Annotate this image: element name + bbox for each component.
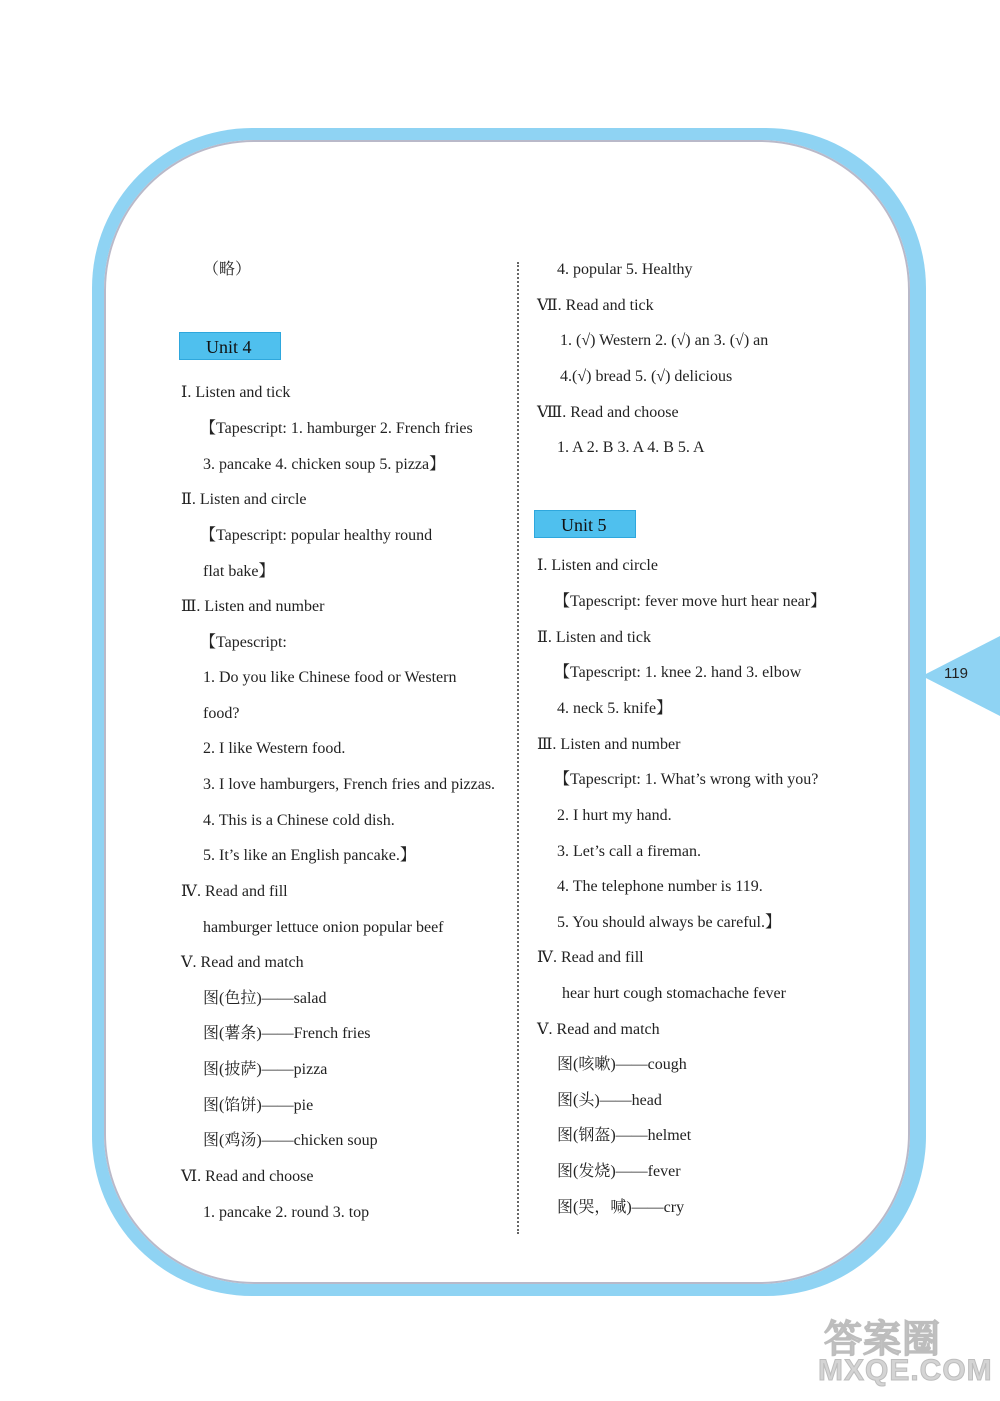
answer-line: 1. A 2. B 3. A 4. B 5. A [557,439,705,456]
answer-line: 【Tapescript: popular healthy round [200,527,433,544]
section-heading: Ⅰ. Listen and circle [537,557,658,574]
section-heading: Ⅱ. Listen and tick [537,629,651,646]
answer-line: 图(钢盔)——helmet [557,1127,692,1144]
answer-line: 图(哭，喊)——cry [557,1199,685,1216]
answer-line: 【Tapescript: 1. hamburger 2. French fries [200,420,473,437]
answer-line: 图(色拉)——salad [203,990,327,1007]
answer-line: 3. Let’s call a fireman. [557,843,701,860]
watermark-text: 答案圈 [824,1317,942,1361]
answer-line: 4. popular 5. Healthy [557,261,693,278]
watermark-url: MXQE.COM [818,1354,993,1387]
answer-line: food? [203,705,240,722]
answer-line: 图(头)——head [557,1092,662,1109]
section-heading: Ⅴ. Read and match [181,954,304,971]
answer-line: 4. This is a Chinese cold dish. [203,812,395,829]
answer-line: 图(咳嗽)——cough [557,1056,687,1073]
answer-line: 4. The telephone number is 119. [557,878,763,895]
section-heading: Ⅰ. Listen and tick [181,384,291,401]
answer-line: hamburger lettuce onion popular beef [203,919,444,936]
answer-line: 2. I hurt my hand. [557,807,672,824]
answer-line: hear hurt cough stomachache fever [562,985,786,1002]
unit4-heading: Unit 4 [179,332,281,360]
answer-line: flat bake】 [203,563,275,580]
answer-line: 1. pancake 2. round 3. top [203,1204,370,1221]
section-heading: Ⅲ. Listen and number [537,736,681,753]
section-heading: Ⅳ. Read and fill [537,949,644,966]
section-heading: Ⅴ. Read and match [537,1021,660,1038]
page-number: 119 [944,665,968,682]
section-heading: Ⅳ. Read and fill [181,883,288,900]
answer-line: 图(薯条)——French fries [203,1025,371,1042]
section-heading: Ⅷ. Read and choose [537,404,679,421]
answer-line: 3. I love hamburgers, French fries and pizzas. [203,776,496,793]
answer-line: 3. pancake 4. chicken soup 5. pizza】 [203,456,446,473]
answer-line: 4. neck 5. knife】 [557,700,673,717]
answer-line: 【Tapescript: 1. What’s wrong with you? [554,771,819,788]
answer-line: 4.(√) bread 5. (√) delicious [560,368,733,385]
unit5-heading: Unit 5 [534,510,636,538]
answer-line: 图(鸡汤)——chicken soup [203,1132,378,1149]
section-heading: Ⅵ. Read and choose [181,1168,314,1185]
section-heading: Ⅶ. Read and tick [537,297,654,314]
omitted-note: （略） [203,261,252,278]
section-heading: Ⅲ. Listen and number [181,598,325,615]
answer-line: 5. It’s like an English pancake.】 [203,847,416,864]
answer-line: 【Tapescript: fever move hurt hear near】 [554,593,827,610]
answer-line: 【Tapescript: [200,634,287,651]
answer-line: 1. (√) Western 2. (√) an 3. (√) an [560,332,769,349]
answer-line: 图(发烧)——fever [557,1163,681,1180]
answer-line: 图(披萨)——pizza [203,1061,328,1078]
section-heading: Ⅱ. Listen and circle [181,491,307,508]
column-divider [517,262,519,1234]
watermark-logo [818,1308,993,1394]
answer-line: 【Tapescript: 1. knee 2. hand 3. elbow [554,664,802,681]
answer-line: 5. You should always be careful.】 [557,914,781,931]
answer-line: 图(馅饼)——pie [203,1097,314,1114]
answer-line: 2. I like Western food. [203,740,346,757]
answer-line: 1. Do you like Chinese food or Western [203,669,457,686]
